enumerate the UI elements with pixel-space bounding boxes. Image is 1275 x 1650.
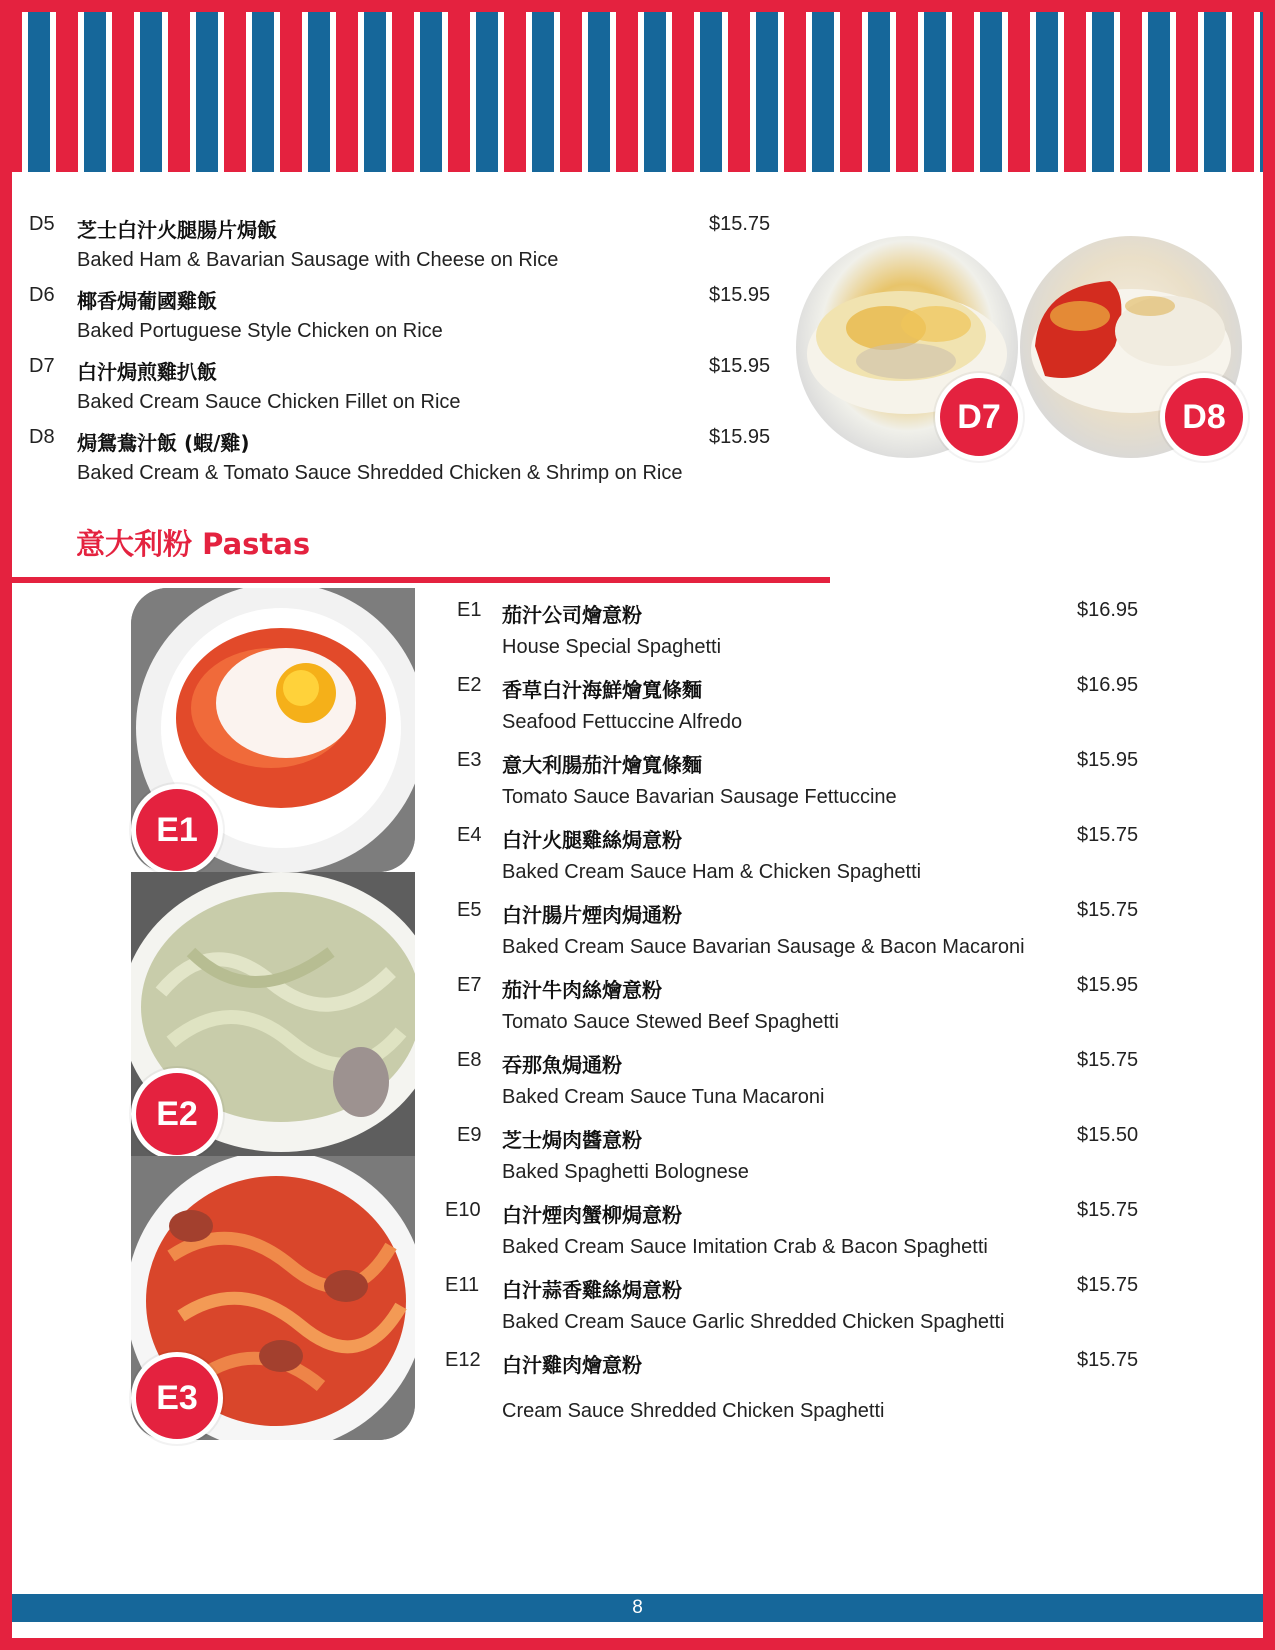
item-chinese-name: 芝士白汁火腿腸片焗飯 [77, 218, 277, 242]
item-english-name: Baked Cream Sauce Garlic Shredded Chicken Spaghetti [502, 1311, 1005, 1333]
item-chinese-name: 香草白汁海鮮燴寬條麵 [502, 678, 702, 702]
item-price: $15.95 [1077, 974, 1139, 996]
photo-badge-d8: D8 [1160, 373, 1248, 461]
item-price: $15.75 [1077, 824, 1139, 846]
item-chinese-name: 椰香焗葡國雞飯 [77, 289, 217, 313]
item-english-name: Baked Cream Sauce Chicken Fillet on Rice [77, 391, 461, 413]
item-english-name: Baked Cream & Tomato Sauce Shredded Chicken & Shrimp on Rice [77, 462, 683, 484]
item-english-name: Cream Sauce Shredded Chicken Spaghetti [502, 1400, 885, 1422]
photo-badge-e2: E2 [131, 1068, 223, 1160]
item-chinese-name: 白汁雞肉燴意粉 [502, 1353, 642, 1377]
item-chinese-name: 芝士焗肉醬意粉 [502, 1128, 642, 1152]
item-code: E8 [457, 1049, 482, 1071]
item-code: D7 [29, 355, 55, 377]
item-english-name: Seafood Fettuccine Alfredo [502, 711, 743, 733]
photo-badge-d7: D7 [935, 373, 1023, 461]
item-code: D6 [29, 284, 55, 306]
item-english-name: Baked Portuguese Style Chicken on Rice [77, 320, 443, 342]
item-english-name: House Special Spaghetti [502, 636, 722, 658]
item-chinese-name: 白汁煙肉蟹柳焗意粉 [502, 1203, 682, 1227]
item-price: $15.75 [1077, 1199, 1139, 1221]
photo-badge-e3: E3 [131, 1352, 223, 1444]
item-price: $15.95 [709, 426, 771, 448]
item-price: $15.75 [1077, 899, 1139, 921]
item-english-name: Tomato Sauce Bavarian Sausage Fettuccine [502, 786, 897, 808]
section-divider [12, 577, 830, 583]
item-price: $16.95 [1077, 674, 1139, 696]
item-chinese-name: 白汁蒜香雞絲焗意粉 [502, 1278, 682, 1302]
item-chinese-name: 焗鴛鴦汁飯 (蝦/雞) [77, 431, 250, 455]
item-price: $16.95 [1077, 599, 1139, 621]
item-code: D5 [29, 213, 55, 235]
item-chinese-name: 意大利腸茄汁燴寬條麵 [502, 753, 702, 777]
item-english-name: Baked Cream Sauce Ham & Chicken Spaghetti [502, 861, 922, 883]
item-chinese-name: 吞那魚焗通粉 [502, 1053, 622, 1077]
item-chinese-name: 茄汁牛肉絲燴意粉 [502, 978, 662, 1002]
item-price: $15.50 [1077, 1124, 1139, 1146]
photo-badge-e1: E1 [131, 784, 223, 876]
item-english-name: Baked Cream Sauce Tuna Macaroni [502, 1086, 825, 1108]
item-code: E5 [457, 899, 482, 921]
item-price: $15.75 [1077, 1349, 1139, 1371]
item-english-name: Baked Cream Sauce Imitation Crab & Bacon Spaghetti [502, 1236, 988, 1258]
item-code: D8 [29, 426, 55, 448]
footer-page-number: 8 [12, 1594, 1263, 1622]
section-title-pastas: 意大利粉 Pastas [76, 527, 311, 561]
item-code: E7 [457, 974, 482, 996]
item-code: E2 [457, 674, 482, 696]
item-code: E4 [457, 824, 482, 846]
item-price: $15.75 [1077, 1274, 1139, 1296]
item-english-name: Baked Ham & Bavarian Sausage with Cheese on Rice [77, 249, 559, 271]
item-chinese-name: 白汁火腿雞絲焗意粉 [502, 828, 682, 852]
item-price: $15.75 [709, 213, 771, 235]
item-chinese-name: 白汁焗煎雞扒飯 [77, 360, 217, 384]
item-chinese-name: 茄汁公司燴意粉 [502, 603, 642, 627]
item-english-name: Tomato Sauce Stewed Beef Spaghetti [502, 1011, 839, 1033]
item-code: E11 [445, 1274, 480, 1296]
item-english-name: Baked Spaghetti Bolognese [502, 1161, 749, 1183]
item-price: $15.95 [709, 284, 771, 306]
item-english-name: Baked Cream Sauce Bavarian Sausage & Bacon Macaroni [502, 936, 1025, 958]
item-code: E9 [457, 1124, 482, 1146]
item-code: E3 [457, 749, 482, 771]
item-code: E1 [457, 599, 482, 621]
item-price: $15.95 [1077, 749, 1139, 771]
item-price: $15.95 [709, 355, 771, 377]
item-price: $15.75 [1077, 1049, 1139, 1071]
item-code: E10 [445, 1199, 481, 1221]
item-code: E12 [445, 1349, 481, 1371]
item-chinese-name: 白汁腸片煙肉焗通粉 [502, 903, 682, 927]
